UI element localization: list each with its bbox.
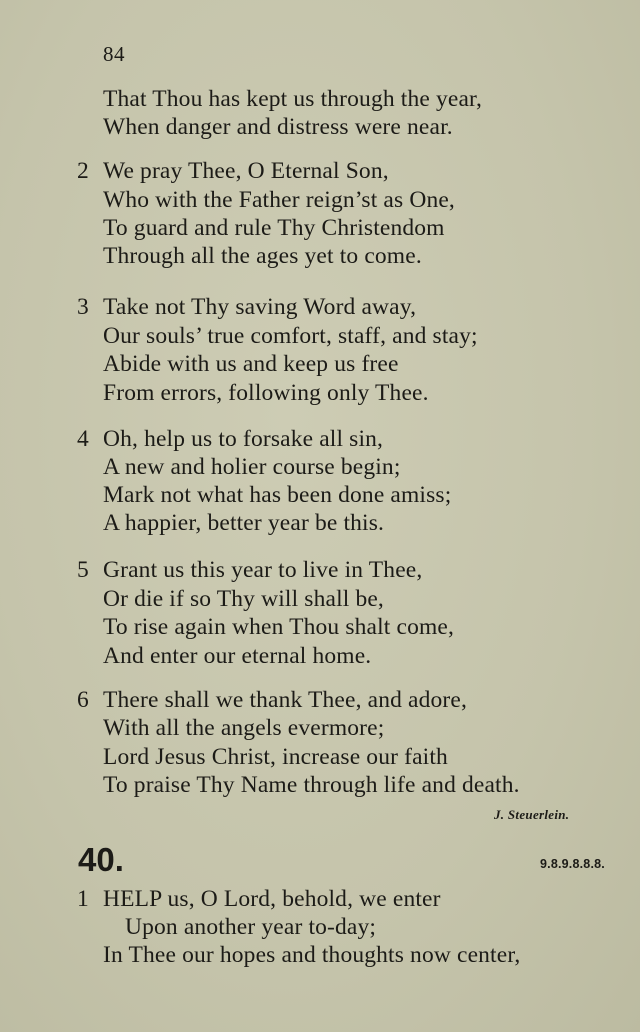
verse-line: From errors, following only Thee. <box>103 380 429 406</box>
verse-line: To guard and rule Thy Christendom <box>103 215 445 241</box>
stanza-number: 6 <box>77 687 89 713</box>
hymn-number: 40. <box>78 841 124 878</box>
hymn-author: J. Steuerlein. <box>494 807 570 822</box>
verse-line: A new and holier course begin; <box>103 454 401 480</box>
verse-line: A happier, better year be this. <box>103 510 385 536</box>
verse-line: That Thou has kept us through the year, <box>103 86 483 112</box>
hymn-meter: 9.8.9.8.8.8. <box>540 857 605 871</box>
verse-line: Who with the Father reign’st as One, <box>103 187 455 213</box>
verse-line: Lord Jesus Christ, increase our faith <box>103 744 448 770</box>
stanza-number: 4 <box>77 426 89 452</box>
stanza-number: 5 <box>77 557 89 583</box>
verse-line: Oh, help us to forsake all sin, <box>103 426 384 452</box>
verse-line: To praise Thy Name through life and death. <box>103 772 520 798</box>
verse-line: To rise again when Thou shalt come, <box>103 614 455 640</box>
verse-line: And enter our eternal home. <box>103 643 372 669</box>
verse-line: Abide with us and keep us free <box>103 351 399 377</box>
stanza-number: 3 <box>77 294 89 320</box>
verse-line: Take not Thy saving Word away, <box>103 294 417 320</box>
verse-line: We pray Thee, O Eternal Son, <box>103 158 389 184</box>
verse-line: Upon another year to-day; <box>125 914 377 940</box>
verse-line: Mark not what has been done amiss; <box>103 482 452 508</box>
verse-line: In Thee our hopes and thoughts now center, <box>103 942 521 968</box>
verse-line: Our souls’ true comfort, staff, and stay; <box>103 323 478 349</box>
stanza-number: 1 <box>77 886 89 912</box>
verse-line: With all the angels evermore; <box>103 715 385 741</box>
verse-line: Through all the ages yet to come. <box>103 243 422 269</box>
page-number: 84 <box>103 42 125 66</box>
verse-line: When danger and distress were near. <box>103 114 453 140</box>
verse-line: HELP us, O Lord, behold, we enter <box>103 886 441 912</box>
stanza-number: 2 <box>77 158 89 184</box>
verse-line: Grant us this year to live in Thee, <box>103 557 423 583</box>
verse-line: There shall we thank Thee, and adore, <box>103 687 467 713</box>
verse-line: Or die if so Thy will shall be, <box>103 586 384 612</box>
